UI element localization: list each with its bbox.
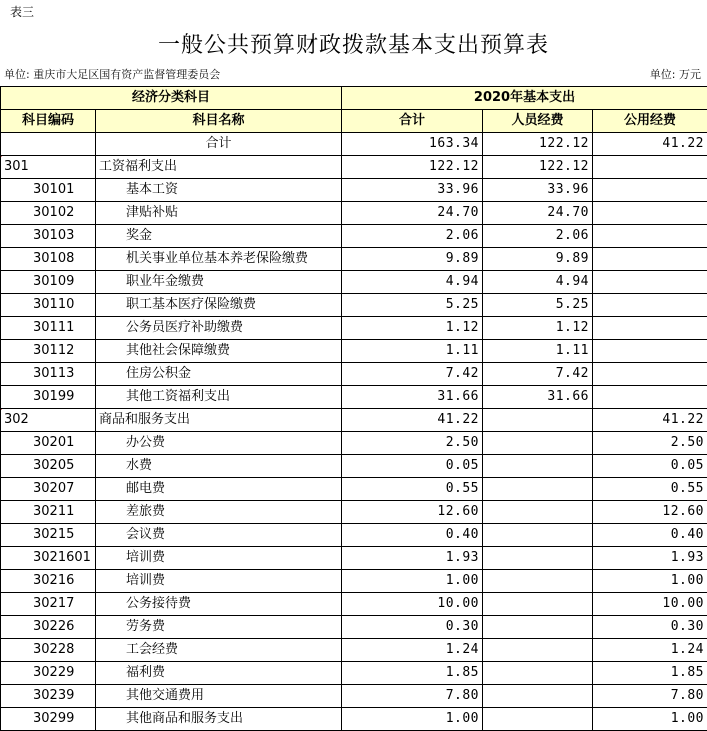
- cell-personnel: [483, 616, 593, 639]
- cell-personnel: [483, 478, 593, 501]
- cell-total: 122.12: [342, 156, 483, 179]
- cell-total: 9.89: [342, 248, 483, 271]
- cell-name: 合计: [96, 133, 342, 156]
- cell-name: 培训费: [96, 547, 342, 570]
- cell-personnel: 2.06: [483, 225, 593, 248]
- cell-code: 30299: [1, 708, 96, 731]
- table-row: [1, 593, 707, 616]
- cell-name: 其他交通费用: [96, 685, 342, 708]
- cell-personnel: 7.42: [483, 363, 593, 386]
- cell-code: 30239: [1, 685, 96, 708]
- cell-personnel: 1.12: [483, 317, 593, 340]
- cell-code: 30199: [1, 386, 96, 409]
- table-row: [1, 202, 707, 225]
- unit-organization: 单位: 重庆市大足区国有资产监督管理委员会: [4, 68, 221, 81]
- header-group-row: [1, 87, 707, 110]
- cell-public: [593, 294, 707, 317]
- cell-name: 商品和服务支出: [96, 409, 342, 432]
- cell-total: 41.22: [342, 409, 483, 432]
- cell-total: 1.12: [342, 317, 483, 340]
- cell-total: 7.80: [342, 685, 483, 708]
- header-econ-classification: 经济分类科目: [1, 87, 342, 110]
- cell-code: 30207: [1, 478, 96, 501]
- cell-code: 30109: [1, 271, 96, 294]
- header-name: 科目名称: [96, 110, 342, 133]
- table-number-label: 表三: [10, 5, 35, 19]
- header-total: 合计: [342, 110, 483, 133]
- cell-name: 其他商品和服务支出: [96, 708, 342, 731]
- table-row: [1, 685, 707, 708]
- cell-public: [593, 317, 707, 340]
- cell-code: 30216: [1, 570, 96, 593]
- cell-public: 1.24: [593, 639, 707, 662]
- cell-public: 1.93: [593, 547, 707, 570]
- table-row: [1, 156, 707, 179]
- table-row: [1, 248, 707, 271]
- table-row: [1, 363, 707, 386]
- cell-total: 1.00: [342, 708, 483, 731]
- cell-code: 30102: [1, 202, 96, 225]
- cell-personnel: 31.66: [483, 386, 593, 409]
- table-row: [1, 455, 707, 478]
- cell-total: 1.24: [342, 639, 483, 662]
- header-column-row: [1, 110, 707, 133]
- cell-public: 41.22: [593, 133, 707, 156]
- cell-personnel: [483, 432, 593, 455]
- cell-total: 1.00: [342, 570, 483, 593]
- header-public: 公用经费: [593, 110, 707, 133]
- cell-total: 2.06: [342, 225, 483, 248]
- cell-public: [593, 179, 707, 202]
- table-row: [1, 501, 707, 524]
- table-row: [1, 524, 707, 547]
- cell-public: 0.30: [593, 616, 707, 639]
- cell-code: 30112: [1, 340, 96, 363]
- cell-public: 0.05: [593, 455, 707, 478]
- cell-personnel: 5.25: [483, 294, 593, 317]
- cell-personnel: 122.12: [483, 133, 593, 156]
- cell-code: 30111: [1, 317, 96, 340]
- cell-code: [1, 133, 96, 156]
- cell-name: 住房公积金: [96, 363, 342, 386]
- cell-name: 水费: [96, 455, 342, 478]
- cell-name: 劳务费: [96, 616, 342, 639]
- cell-public: [593, 363, 707, 386]
- cell-personnel: 122.12: [483, 156, 593, 179]
- cell-name: 职业年金缴费: [96, 271, 342, 294]
- table-row: [1, 179, 707, 202]
- budget-table: [0, 86, 707, 731]
- cell-personnel: [483, 662, 593, 685]
- table-row: [1, 271, 707, 294]
- cell-name: 基本工资: [96, 179, 342, 202]
- cell-public: [593, 248, 707, 271]
- cell-code: 30103: [1, 225, 96, 248]
- cell-name: 工会经费: [96, 639, 342, 662]
- cell-name: 职工基本医疗保险缴费: [96, 294, 342, 317]
- table-row: [1, 478, 707, 501]
- cell-code: 30205: [1, 455, 96, 478]
- cell-name: 会议费: [96, 524, 342, 547]
- cell-name: 培训费: [96, 570, 342, 593]
- cell-code: 301: [1, 156, 96, 179]
- cell-personnel: [483, 593, 593, 616]
- cell-name: 邮电费: [96, 478, 342, 501]
- cell-name: 其他社会保障缴费: [96, 340, 342, 363]
- cell-name: 福利费: [96, 662, 342, 685]
- cell-total: 0.55: [342, 478, 483, 501]
- cell-code: 30215: [1, 524, 96, 547]
- cell-public: 0.55: [593, 478, 707, 501]
- cell-name: 公务接待费: [96, 593, 342, 616]
- cell-public: 1.85: [593, 662, 707, 685]
- cell-personnel: 1.11: [483, 340, 593, 363]
- cell-personnel: [483, 570, 593, 593]
- cell-code: 30229: [1, 662, 96, 685]
- table-row: [1, 340, 707, 363]
- cell-public: 10.00: [593, 593, 707, 616]
- cell-name: 其他工资福利支出: [96, 386, 342, 409]
- cell-code: 302: [1, 409, 96, 432]
- cell-name: 津贴补贴: [96, 202, 342, 225]
- cell-public: 1.00: [593, 708, 707, 731]
- cell-public: [593, 386, 707, 409]
- cell-code: 30211: [1, 501, 96, 524]
- cell-code: 3021601: [1, 547, 96, 570]
- header-personnel: 人员经费: [483, 110, 593, 133]
- page-title: 一般公共预算财政拨款基本支出预算表: [157, 33, 549, 58]
- table-row: [1, 708, 707, 731]
- unit-currency: 单位: 万元: [649, 68, 701, 81]
- cell-code: 30101: [1, 179, 96, 202]
- cell-code: 30226: [1, 616, 96, 639]
- cell-total: 31.66: [342, 386, 483, 409]
- cell-total: 0.40: [342, 524, 483, 547]
- cell-personnel: 4.94: [483, 271, 593, 294]
- cell-code: 30110: [1, 294, 96, 317]
- cell-total: 2.50: [342, 432, 483, 455]
- cell-personnel: 24.70: [483, 202, 593, 225]
- cell-total: 0.05: [342, 455, 483, 478]
- cell-personnel: [483, 524, 593, 547]
- cell-total: 1.11: [342, 340, 483, 363]
- cell-code: 30201: [1, 432, 96, 455]
- cell-code: 30113: [1, 363, 96, 386]
- table-row: [1, 409, 707, 432]
- table-row: [1, 294, 707, 317]
- cell-public: [593, 202, 707, 225]
- cell-code: 30217: [1, 593, 96, 616]
- header-code: 科目编码: [1, 110, 96, 133]
- table-row: [1, 386, 707, 409]
- cell-name: 公务员医疗补助缴费: [96, 317, 342, 340]
- cell-total: 5.25: [342, 294, 483, 317]
- cell-public: [593, 271, 707, 294]
- table-row: [1, 639, 707, 662]
- cell-public: 1.00: [593, 570, 707, 593]
- cell-name: 差旅费: [96, 501, 342, 524]
- table-row: [1, 317, 707, 340]
- cell-total: 12.60: [342, 501, 483, 524]
- cell-code: 30108: [1, 248, 96, 271]
- table-row: [1, 570, 707, 593]
- cell-public: 41.22: [593, 409, 707, 432]
- cell-personnel: 9.89: [483, 248, 593, 271]
- cell-personnel: [483, 501, 593, 524]
- cell-total: 10.00: [342, 593, 483, 616]
- cell-name: 工资福利支出: [96, 156, 342, 179]
- table-row: [1, 616, 707, 639]
- table-row: [1, 547, 707, 570]
- header-basic-expenditure: 2020年基本支出: [342, 87, 707, 110]
- cell-public: 12.60: [593, 501, 707, 524]
- cell-public: [593, 340, 707, 363]
- cell-code: 30228: [1, 639, 96, 662]
- cell-personnel: [483, 547, 593, 570]
- cell-personnel: 33.96: [483, 179, 593, 202]
- cell-public: [593, 225, 707, 248]
- cell-personnel: [483, 639, 593, 662]
- cell-public: 0.40: [593, 524, 707, 547]
- cell-total: 4.94: [342, 271, 483, 294]
- table-row: [1, 662, 707, 685]
- cell-name: 奖金: [96, 225, 342, 248]
- table-row: [1, 225, 707, 248]
- cell-total: 24.70: [342, 202, 483, 225]
- table-row: [1, 432, 707, 455]
- cell-total: 33.96: [342, 179, 483, 202]
- table-body: [1, 133, 707, 731]
- cell-total: 7.42: [342, 363, 483, 386]
- cell-personnel: [483, 409, 593, 432]
- cell-name: 机关事业单位基本养老保险缴费: [96, 248, 342, 271]
- cell-total: 0.30: [342, 616, 483, 639]
- cell-total: 163.34: [342, 133, 483, 156]
- cell-personnel: [483, 708, 593, 731]
- cell-public: [593, 156, 707, 179]
- cell-personnel: [483, 685, 593, 708]
- cell-total: 1.93: [342, 547, 483, 570]
- cell-public: 2.50: [593, 432, 707, 455]
- cell-public: 7.80: [593, 685, 707, 708]
- cell-personnel: [483, 455, 593, 478]
- cell-total: 1.85: [342, 662, 483, 685]
- table-row: [1, 133, 707, 156]
- cell-name: 办公费: [96, 432, 342, 455]
